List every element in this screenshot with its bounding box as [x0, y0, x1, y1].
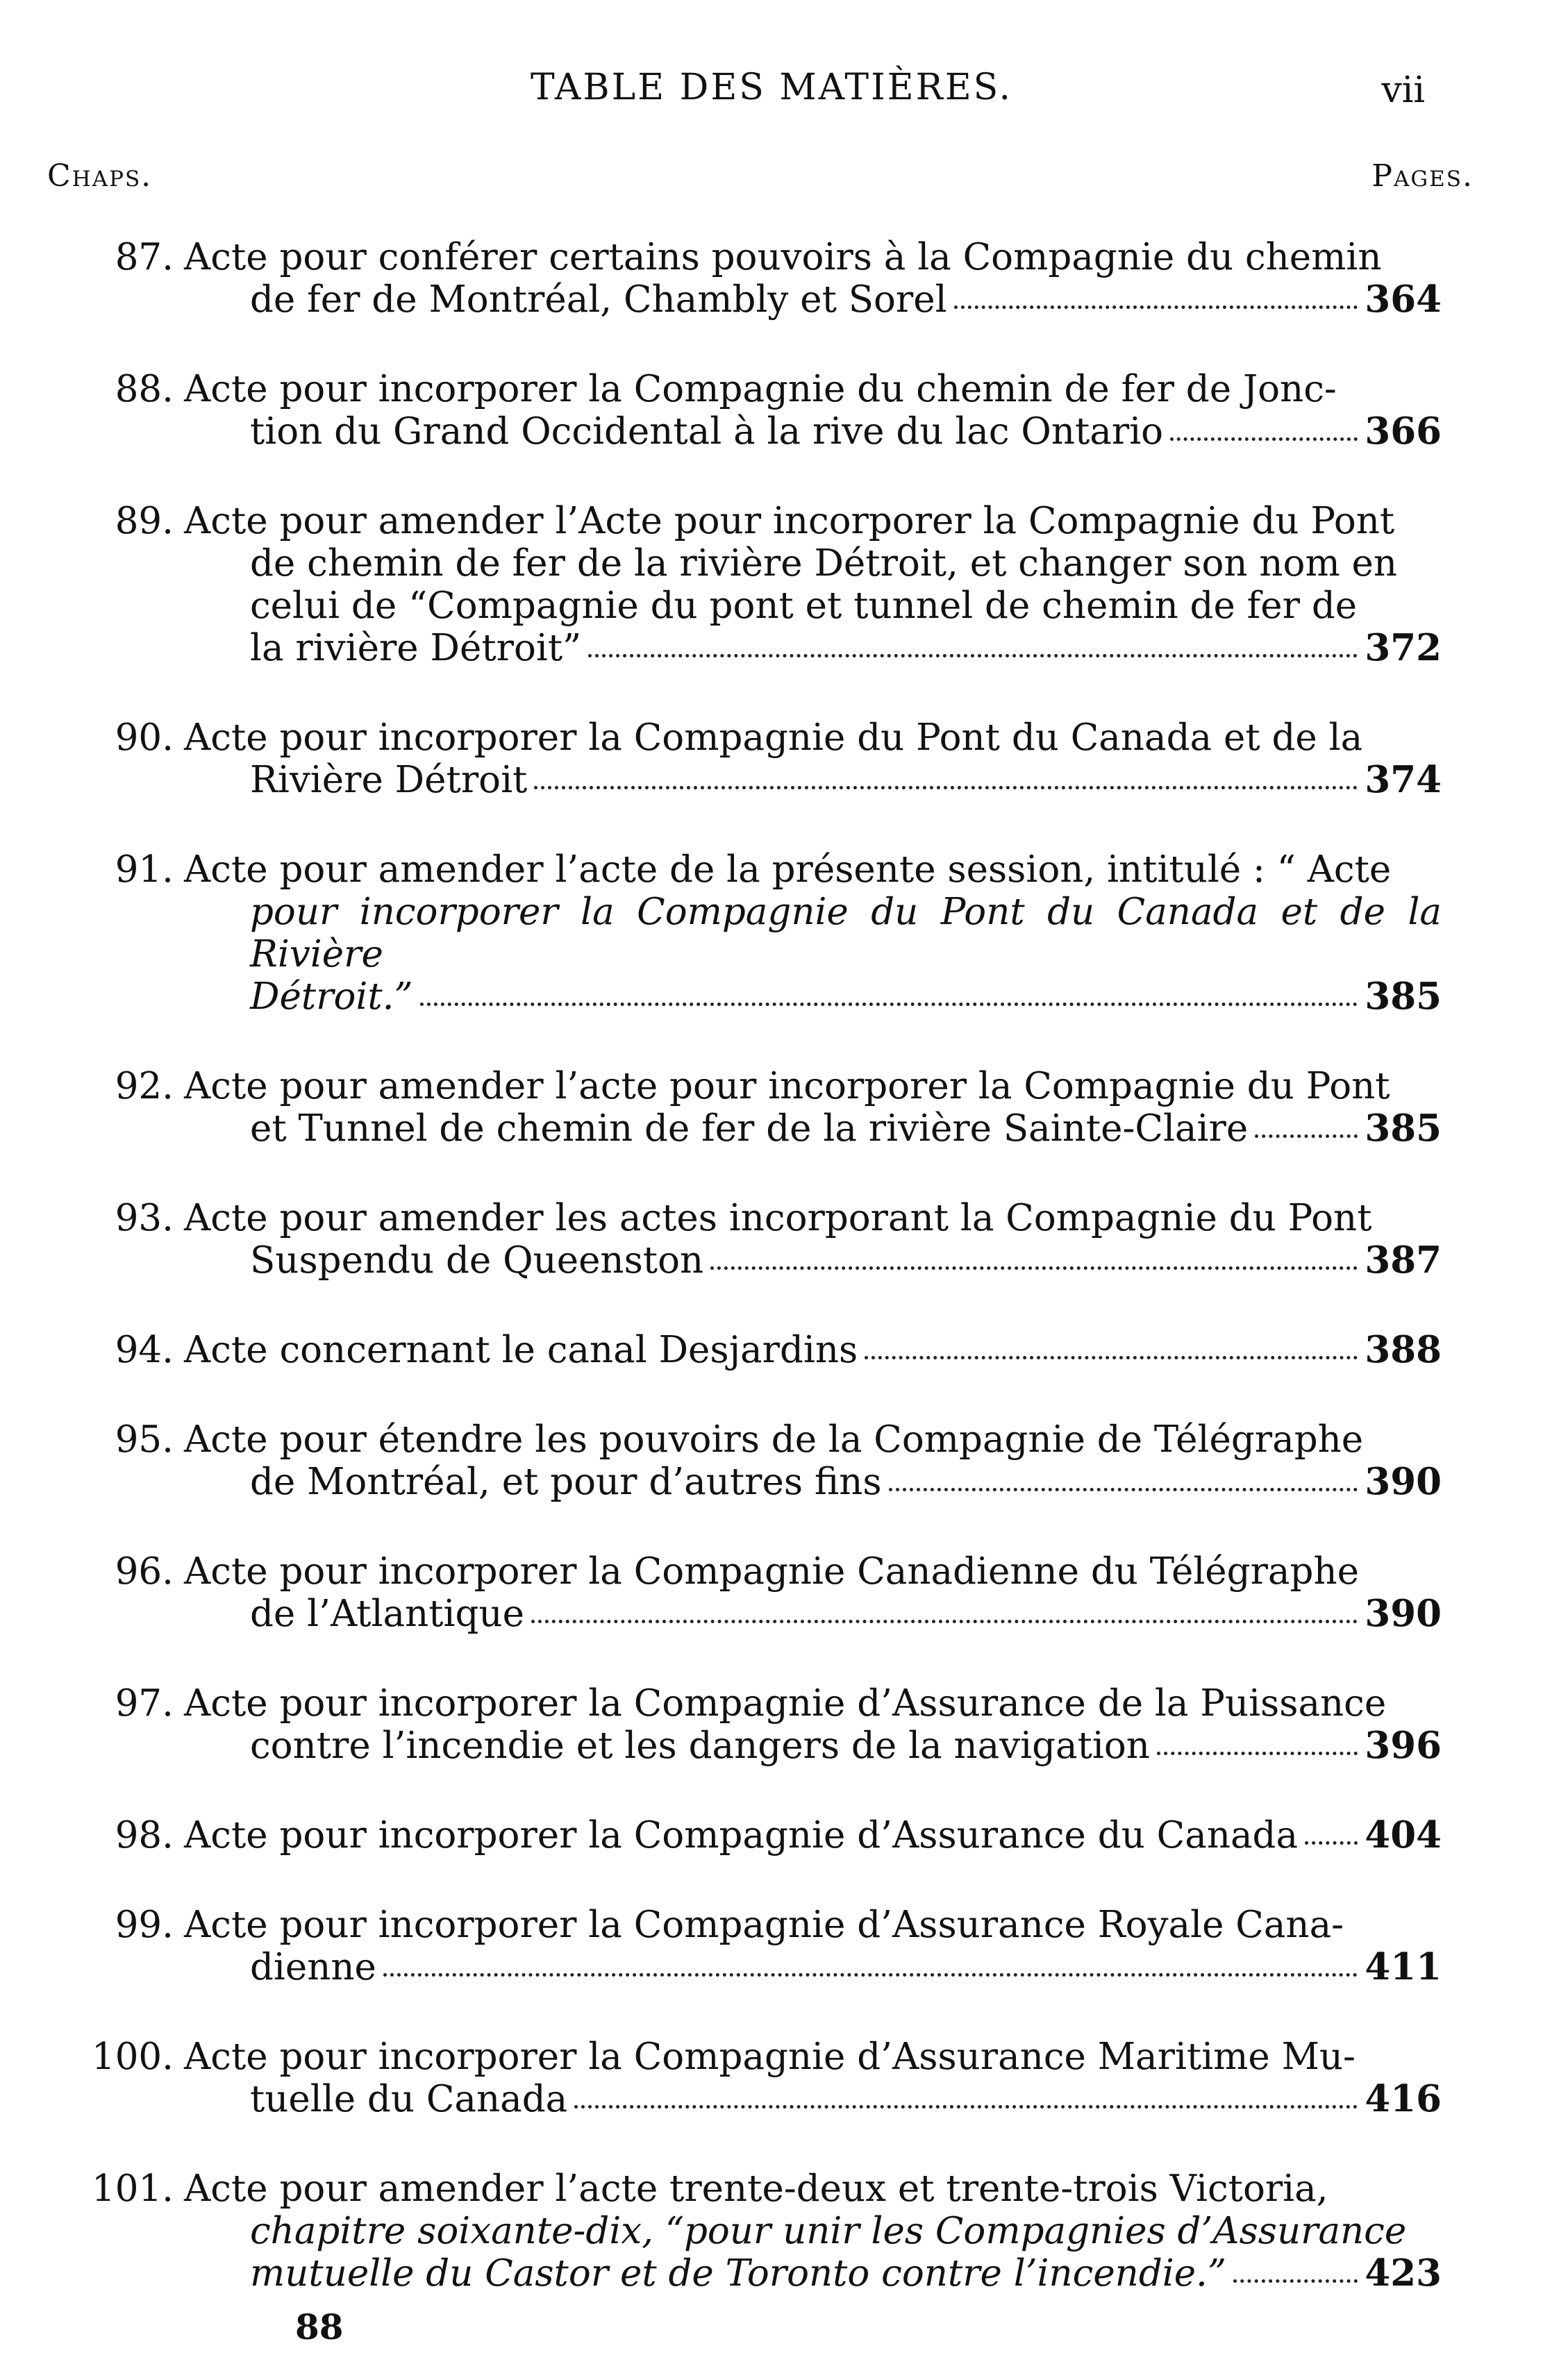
- chapter-number: 96.: [115, 1550, 174, 1593]
- chapter-number: 95.: [115, 1418, 174, 1461]
- page-reference: 372: [1365, 626, 1442, 669]
- entry-line: Acte concernant le canal Desjardins: [184, 1329, 858, 1371]
- entry-line: et Tunnel de chemin de fer de la rivière Sainte-Claire: [250, 1107, 1249, 1150]
- page-title: TABLE DES MATIÈRES.: [531, 67, 1012, 108]
- entry-line: contre l’incendie et les dangers de la navigation: [250, 1725, 1150, 1767]
- page-reference: 416: [1365, 2077, 1442, 2120]
- entry-text: [184, 236, 1442, 321]
- entry-text: [184, 1814, 1442, 1857]
- entry-text: [184, 848, 1442, 1018]
- dot-leader: [889, 1487, 1358, 1491]
- dot-leader: [534, 785, 1358, 789]
- entry-text: [184, 1418, 1442, 1503]
- entry-line: dienne: [250, 1946, 376, 1988]
- page-reference: 366: [1365, 410, 1442, 453]
- entry-line: tion du Grand Occidental à la rive du lac Ontario: [250, 410, 1164, 453]
- entry-line: mutuelle du Castor et de Toronto contre l’incendie.”: [250, 2252, 1227, 2295]
- chapter-number: 89.: [115, 500, 174, 542]
- dot-leader: [574, 2104, 1358, 2109]
- entry-text: [184, 1197, 1442, 1282]
- chapter-number: 94.: [115, 1329, 174, 1371]
- entry-line: de fer de Montréal, Chambly et Sorel: [250, 278, 947, 321]
- entry-text: [184, 1550, 1442, 1635]
- entry-line: Acte pour incorporer la Compagnie d’Assurance Royale Cana-: [184, 1904, 1344, 1946]
- entry-line: Acte pour étendre les pouvoirs de la Compagnie de Télégraphe: [184, 1418, 1364, 1461]
- entry-line: de chemin de fer de la rivière Détroit, et changer son nom en: [250, 542, 1398, 585]
- page-reference: 374: [1365, 758, 1442, 801]
- toc-entry: [0, 500, 1543, 669]
- entry-line: chapitre soixante-dix, “pour unir les Compagnies d’Assurance: [250, 2210, 1407, 2252]
- toc-entry: [0, 1418, 1543, 1503]
- dot-leader: [1170, 437, 1358, 441]
- toc-entry: [0, 1550, 1543, 1635]
- entry-line: Acte pour amender l’Acte pour incorporer la Compagnie du Pont: [184, 500, 1395, 542]
- dot-leader: [710, 1266, 1358, 1270]
- entry-text: [184, 1329, 1442, 1371]
- entry-line: Acte pour amender l’acte de la présente session, intitulé : “ Acte: [184, 848, 1392, 891]
- entry-line: Acte pour incorporer la Compagnie d’Assurance du Canada: [184, 1814, 1299, 1857]
- page-reference: 411: [1365, 1945, 1442, 1988]
- page-reference: 385: [1365, 975, 1442, 1018]
- entry-text: [184, 1904, 1442, 1988]
- entry-line: la rivière Détroit”: [250, 627, 582, 669]
- chapter-number: 87.: [115, 236, 174, 278]
- dot-leader: [1157, 1751, 1358, 1755]
- page-reference: 390: [1365, 1592, 1442, 1635]
- toc-entry: [0, 716, 1543, 801]
- dot-leader: [588, 653, 1358, 657]
- entry-line: Acte pour amender l’acte pour incorporer la Compagnie du Pont: [184, 1065, 1390, 1107]
- page-reference: 390: [1365, 1460, 1442, 1503]
- entry-line: Acte pour incorporer la Compagnie d’Assurance Maritime Mu-: [184, 2036, 1356, 2078]
- chapter-number: 93.: [115, 1197, 174, 1239]
- entry-line: de Montréal, et pour d’autres fins: [250, 1461, 882, 1503]
- page-reference: 364: [1365, 278, 1442, 321]
- entry-line: Rivière Détroit: [250, 759, 528, 801]
- entry-line: tuelle du Canada: [250, 2078, 568, 2120]
- table-of-contents: [0, 236, 1543, 2342]
- toc-entry: [0, 1329, 1543, 1371]
- dot-leader: [383, 1972, 1358, 1977]
- toc-entry: [0, 1904, 1543, 1988]
- dot-leader: [954, 305, 1358, 309]
- entry-line: de l’Atlantique: [250, 1593, 524, 1635]
- toc-entry: [0, 1065, 1543, 1150]
- entry-line: Acte pour amender l’acte trente-deux et trente-trois Victoria,: [184, 2168, 1328, 2210]
- entry-line: Acte pour incorporer la Compagnie du Pont du Canada et de la: [184, 716, 1363, 759]
- page-reference: 396: [1365, 1724, 1442, 1767]
- entry-line: Acte pour incorporer la Compagnie d’Assurance de la Puissance: [184, 1682, 1387, 1725]
- dot-leader: [1305, 1841, 1358, 1845]
- entry-line: pour incorporer la Compagnie du Pont du Canada et de la Rivière: [250, 891, 1442, 975]
- dot-leader: [420, 1002, 1358, 1006]
- entry-text: [184, 1065, 1442, 1150]
- toc-entry: [0, 1814, 1543, 1857]
- toc-entry: [0, 236, 1543, 321]
- page-reference: 423: [1365, 2252, 1442, 2295]
- dot-leader: [1233, 2279, 1358, 2283]
- page-reference: 385: [1365, 1107, 1442, 1150]
- entry-text: [184, 1682, 1442, 1767]
- entry-line: Acte pour amender les actes incorporant la Compagnie du Pont: [184, 1197, 1372, 1239]
- toc-entry: [0, 2036, 1543, 2120]
- column-heading-chapters: Chaps.: [47, 158, 153, 194]
- column-heading-pages: Pages.: [1371, 158, 1474, 194]
- chapter-number: 90.: [115, 716, 174, 759]
- chapter-number: 88.: [115, 368, 174, 410]
- chapter-number: 91.: [115, 848, 174, 891]
- toc-entry: [0, 2168, 1543, 2295]
- toc-entry: [0, 1682, 1543, 1767]
- signature-mark: 88: [295, 2306, 344, 2347]
- dot-leader: [1255, 1134, 1358, 1138]
- dot-leader: [865, 1355, 1358, 1359]
- chapter-number: 98.: [115, 1814, 174, 1857]
- chapter-number: 92.: [115, 1065, 174, 1107]
- entry-text: [184, 2036, 1442, 2120]
- chapter-number: 97.: [115, 1682, 174, 1725]
- entry-line: Détroit.”: [250, 975, 413, 1018]
- entry-line: Acte pour incorporer la Compagnie Canadienne du Télégraphe: [184, 1550, 1359, 1593]
- entry-text: [184, 500, 1442, 669]
- entry-text: [184, 716, 1442, 801]
- toc-entry: [0, 848, 1543, 1018]
- page-reference: 388: [1365, 1328, 1442, 1371]
- entry-line: Suspendu de Queenston: [250, 1239, 704, 1282]
- entry-line: Acte pour incorporer la Compagnie du chemin de fer de Jonc-: [184, 368, 1337, 410]
- toc-entry: [0, 368, 1543, 453]
- entry-line: Acte pour conférer certains pouvoirs à la Compagnie du chemin: [184, 236, 1382, 278]
- entry-line: celui de “Compagnie du pont et tunnel de chemin de fer de: [250, 585, 1358, 627]
- entry-text: [184, 2168, 1442, 2295]
- page-reference: 404: [1365, 1813, 1442, 1857]
- chapter-number: 101.: [91, 2168, 174, 2210]
- dot-leader: [531, 1619, 1358, 1623]
- entry-text: [184, 368, 1442, 453]
- page-reference: 387: [1365, 1239, 1442, 1282]
- page-number: vii: [1381, 69, 1425, 111]
- toc-entry: [0, 1197, 1543, 1282]
- chapter-number: 99.: [115, 1904, 174, 1946]
- chapter-number: 100.: [91, 2036, 174, 2078]
